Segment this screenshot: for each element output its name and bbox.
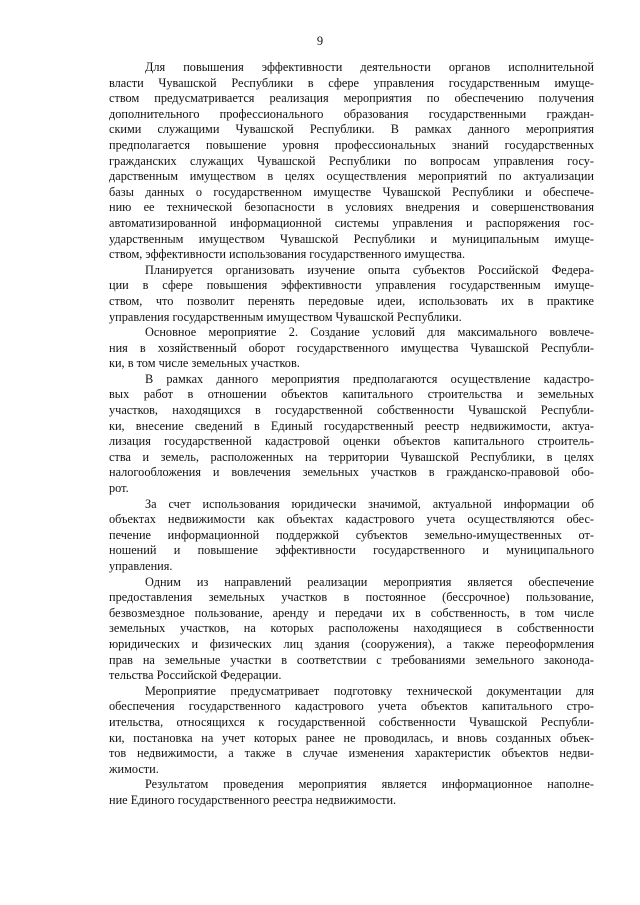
text-line: дополнительного профессионального образования государственными граждан- (109, 106, 594, 121)
text-line: жимости. (109, 761, 159, 776)
text-line: земельных участков, на которых расположены находящиеся в собственности (109, 621, 594, 636)
text-line: ки, внесение сведений в Единый государственный реестр недвижимости, актуа- (109, 418, 594, 433)
text-line: предоставления земельных участков в постоянное (бессрочное) пользование, (109, 590, 594, 605)
text-line: вых работ в отношении объектов капитального строительства и земельных (109, 387, 594, 402)
text-line: Планируется организовать изучение опыта субъектов Российской Федера- (145, 262, 594, 277)
text-line: тов недвижимости, а также в случае изменения характеристик объектов недви- (109, 746, 594, 761)
text-line: власти Чувашской Республики в сфере управления государственным имуще- (109, 75, 594, 90)
text-line: Одним из направлений реализации мероприятия является обеспечение (145, 574, 594, 589)
text-line: лизация государственной кадастровой оценки объектов капитального строитель- (109, 434, 594, 449)
text-line: ции в сфере повышения эффективности управления государственным имуще- (109, 278, 594, 293)
text-line: ки, в том числе земельных участков. (109, 356, 300, 371)
text-line: гражданских служащих Чувашской Республики по вопросам управления госу- (109, 153, 594, 168)
text-line: Мероприятие предусматривает подготовку технической документации для (145, 683, 594, 698)
paragraph (109, 263, 594, 325)
text-line: ударственным имуществом Чувашской Республики и муниципальным имуще- (109, 231, 594, 246)
text-line: ки, постановка на учет которых ранее не проводилась, и вновь созданных объек- (109, 730, 594, 745)
text-line: базы данных о государственном имуществе Чувашской Республики и обеспече- (109, 184, 594, 199)
text-line: Результатом проведения мероприятия является информационное наполне- (145, 777, 594, 792)
paragraph (109, 575, 594, 684)
text-line: рот. (109, 481, 129, 496)
text-line: В рамках данного мероприятия предполагаются осуществление кадастро- (145, 371, 594, 386)
text-line: юридических и физических лиц здания (сооружения), а также переоформления (109, 636, 594, 651)
text-line: печение информационной поддержкой субъектов земельно-имущественных от- (109, 527, 594, 542)
text-line: участков, находящихся в государственной собственности Чувашской Республи- (109, 403, 594, 418)
paragraph (109, 497, 594, 575)
text-line: ношений и повышение эффективности государственного и муниципального (109, 543, 594, 558)
text-line: налогообложения и вовлечения земельных участков в гражданско-правовой обо- (109, 465, 594, 480)
text-line: Основное мероприятие 2. Создание условий для максимального вовлече- (145, 325, 594, 340)
text-line: ние Единого государственного реестра недвижимости. (109, 792, 397, 807)
text-line: ства и земель, расположенных на территории Чувашской Республики, в целях (109, 449, 594, 464)
text-line: прав на земельные участки в соответствии с требованиями земельного законода- (109, 652, 594, 667)
text-line: ством, что позволит перенять передовые идеи, использовать их в практике (109, 293, 594, 308)
text-line: ством предусматривается реализация мероприятия по обеспечению получения (109, 91, 594, 106)
text-line: нию ее технической безопасности в условиях внедрения и совершенствования (109, 200, 594, 215)
document-body (109, 60, 594, 809)
text-line: За счет использования юридически значимой, актуальной информации об (145, 496, 594, 511)
text-line: ством, эффективности использования государственного имущества. (109, 247, 466, 262)
text-line: Для повышения эффективности деятельности органов исполнительной (145, 60, 594, 74)
text-line: дарственным имуществом в целях осуществления мероприятий по актуализации (109, 169, 594, 184)
text-line: скими служащими Чувашской Республики. В рамках данного мероприятия (109, 122, 594, 137)
paragraph (109, 777, 594, 808)
text-line: управления государственным имуществом Чувашской Республики. (109, 309, 462, 324)
text-line: объектах недвижимости как объектах кадастрового учета осуществляются обес- (109, 512, 594, 527)
text-line: тельства Российской Федерации. (109, 668, 282, 683)
text-line: обеспечения государственного кадастрового учета объектов капитального стро- (109, 699, 594, 714)
text-line: ительства, относящихся к государственной собственности Чувашской Республи- (109, 714, 594, 729)
paragraph (109, 684, 594, 778)
paragraph (109, 60, 594, 263)
page-number: 9 (316, 34, 324, 48)
paragraph (109, 372, 594, 497)
text-line: безвозмездное пользование, аренду и передачи их в собственность, в том числе (109, 605, 594, 620)
text-line: автоматизированной информационной системы управления и распоряжения гос- (109, 215, 594, 230)
text-line: ния в хозяйственный оборот государственного имущества Чувашской Республи- (109, 340, 594, 355)
text-line: управления. (109, 559, 173, 573)
paragraph (109, 325, 594, 372)
text-line: предполагается повышение уровня профессиональных знаний государственных (109, 137, 594, 152)
